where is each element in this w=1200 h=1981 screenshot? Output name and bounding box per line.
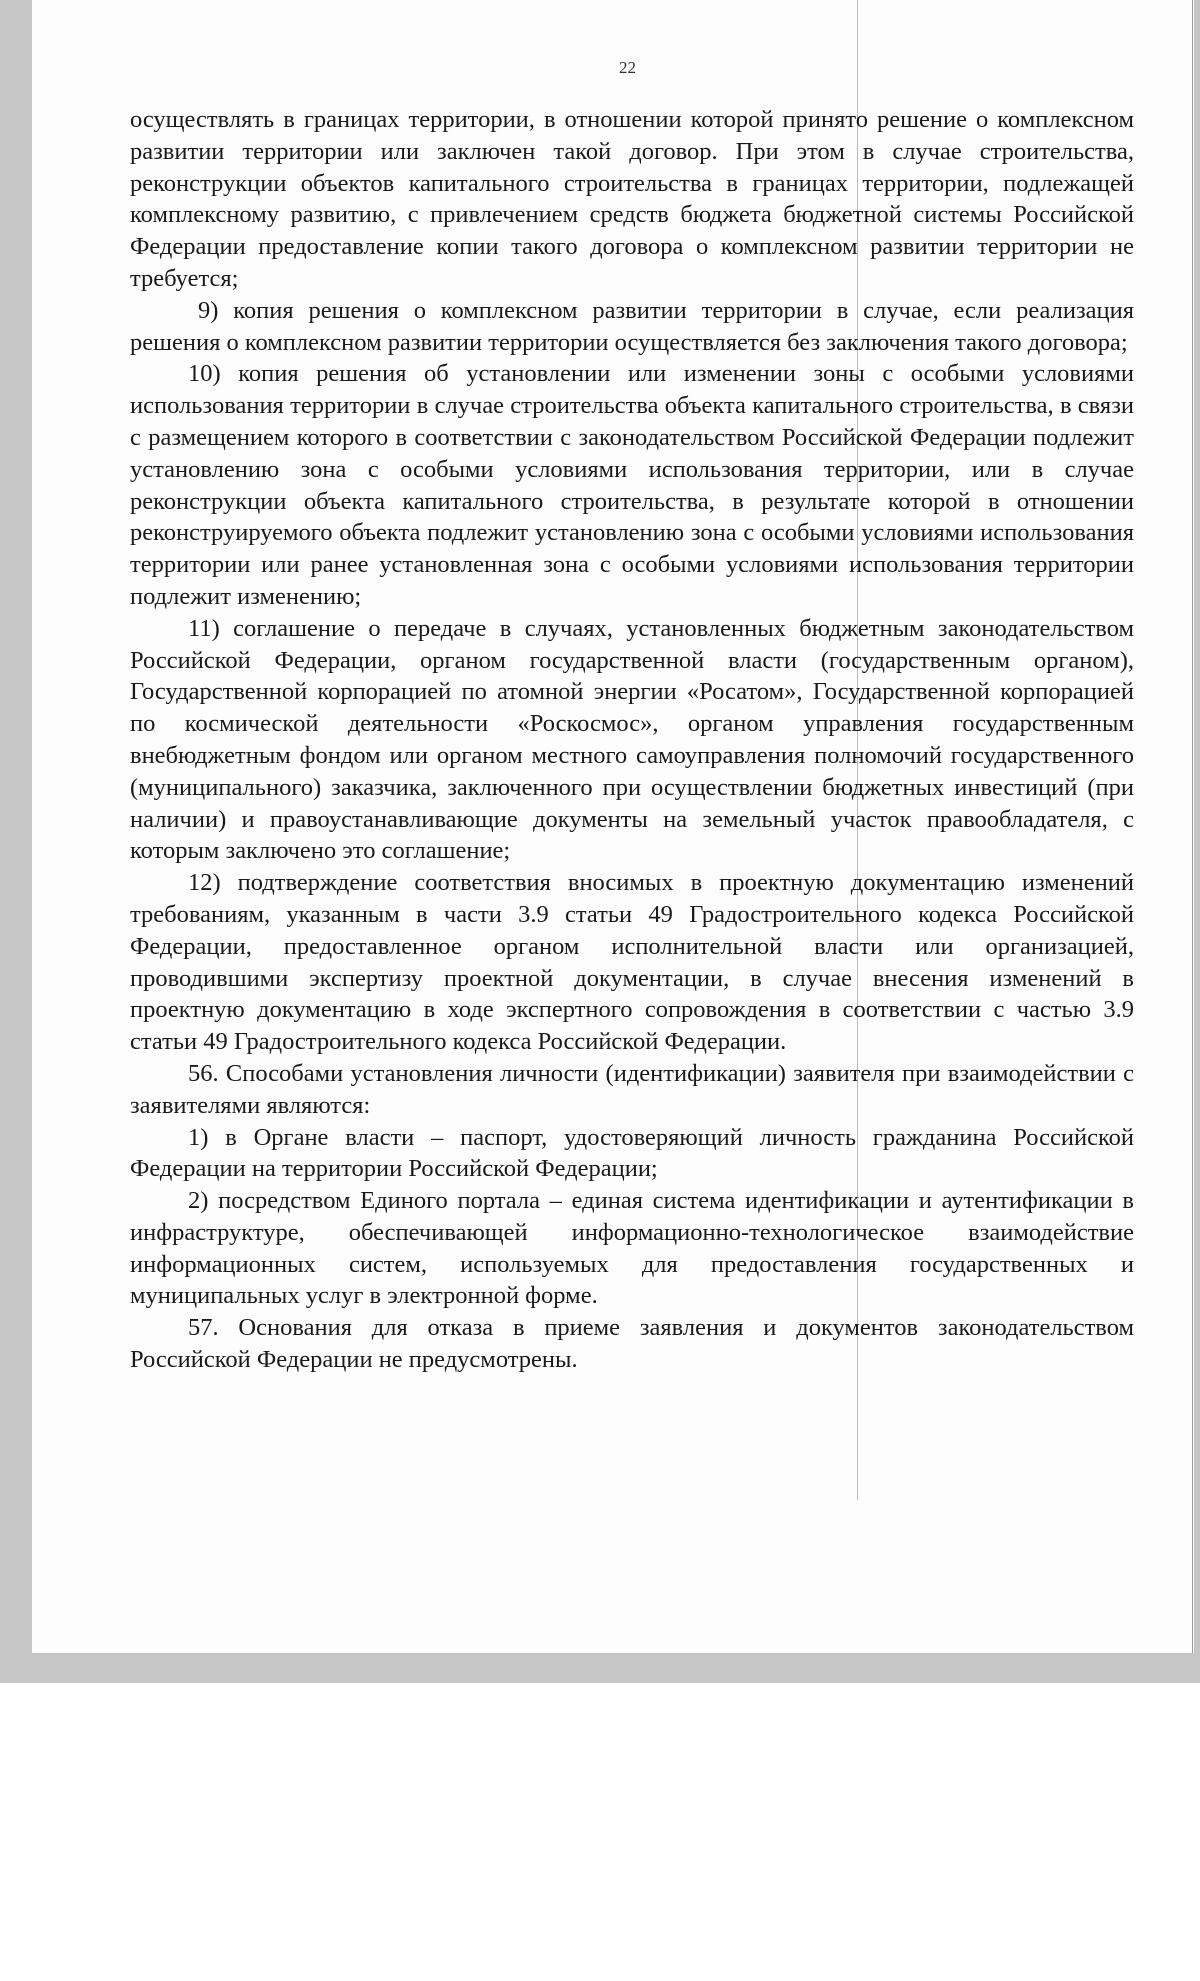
list-item-11: 11) соглашение о передаче в случаях, установленных бюджетным законодательством Российской Федерации, органом государственной власти (государственным органом), Государственной корпорацией по атомной энергии «Росатом», Государственной корпорацией по космической деятельности «Роскосмос», органом управления государственным внебюджетным фондом или органом местного самоуправления полномочий государственного (муниципального) заказчика, заключенного при осуществлении бюджетных инвестиций (при наличии) и правоустанавливающие документы на земельный участок правообладателя, с которым заключено это соглашение; [130,614,1134,865]
paragraph-continuation: осуществлять в границах территории, в отношении которой принято решение о комплексном развитии территории или заключен такой договор. При этом в случае строительства, реконструкции объектов капитального строительства в границах территории, подлежащей комплексному развитию, с привлечением средств бюджета бюджетной системы Российской Федерации предоставление копии такого договора о комплексном развитии территории не требуется; [130,106,1134,292]
clause-56-item-1: 1) в Органе власти – паспорт, удостоверяющий личность гражданина Российской Федерации на территории Российской Федерации; [130,1123,1134,1183]
page-number: 22 [619,58,636,77]
page-edge-line [1192,0,1193,1653]
list-item-10: 10) копия решения об установлении или изменении зоны с особыми условиями использования территории в случае строительства объекта капитального строительства, в связи с размещением которого в соответствии с законодательством Российской Федерации подлежит установлению зона с особыми условиями использования территории, или в случае реконструкции объекта капитального строительства, в результате которой в отношении реконструируемого объекта подлежит установлению зона с особыми условиями использования территории или ранее установленная зона с особыми условиями использования территории подлежит изменению; [130,360,1134,610]
clause-56-item-2: 2) посредством Единого портала – единая система идентификации и аутентификации в инфраструктуре, обеспечивающей информационно-технологическое взаимодействие информационных систем, используемых для предоставления государственных и муниципальных услуг в электронной форме. [130,1187,1134,1310]
document-body [130,104,1134,1376]
clause-56: 56. Способами установления личности (идентификации) заявителя при взаимодействии с заявителями являются: [130,1059,1134,1119]
clause-57: 57. Основания для отказа в приеме заявления и документов законодательством Российской Федерации не предусмотрены. [130,1314,1134,1374]
list-item-9: 9) копия решения о комплексном развитии территории в случае, если реализация решения о комплексном развитии территории осуществляется без заключения такого договора; [130,296,1134,356]
list-item-12: 12) подтверждение соответствия вносимых в проектную документацию изменений требованиям, указанным в части 3.9 статьи 49 Градостроительного кодекса Российской Федерации, предоставленное органом исполнительной власти или организацией, проводившими экспертизу проектной документации, в случае внесения изменений в проектную документацию в ходе экспертного сопровождения в соответствии с частью 3.9 статьи 49 Градостроительного кодекса Российской Федерации. [130,869,1134,1056]
